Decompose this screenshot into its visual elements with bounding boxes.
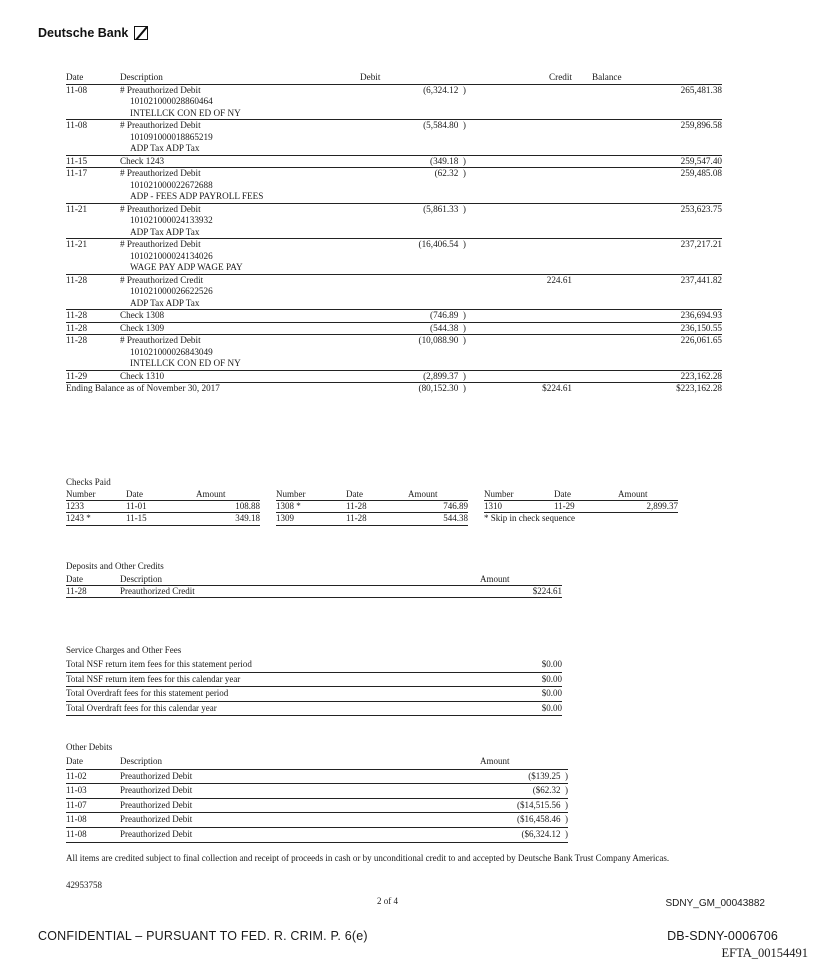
transaction-row [66,335,722,371]
transaction-date: 11-15 [66,155,120,168]
other-debit-date: 11-08 [66,827,120,842]
other-debits-header-amount: Amount [480,755,568,769]
check-number: 1243 * [66,513,126,525]
transaction-date: 11-28 [66,310,120,323]
other-debit-date: 11-07 [66,798,120,813]
check-date: 11-01 [126,501,196,513]
transaction-credit [466,168,592,204]
checks-header-number: Number [66,489,126,501]
check-number: 1308 * [276,501,346,513]
transaction-credit [466,120,592,156]
transaction-date: 11-29 [66,370,120,383]
other-debit-description: Preauthorized Debit [120,827,480,842]
transaction-payee: INTELLCK CON ED OF NY [130,107,241,118]
transaction-payee: ADP - FEES ADP PAYROLL FEES [130,191,264,201]
deposit-date: 11-28 [66,586,120,598]
transaction-balance: 259,485.08 [592,168,722,204]
transaction-description: # Preauthorized Debit [120,120,201,130]
ending-balance-row [66,383,722,395]
other-debit-amount: ($6,324.12 ) [480,827,568,842]
transaction-credit [466,84,592,120]
check-row [276,501,468,513]
col-credit: Credit [466,72,592,84]
col-date: Date [66,72,120,84]
transaction-date: 11-17 [66,168,120,204]
transaction-payee: WAGE PAY ADP WAGE PAY [130,262,243,272]
other-debit-row [66,798,568,813]
transaction-debit: (5,861.33 ) [360,203,466,239]
other-debit-date: 11-08 [66,813,120,828]
transaction-balance: 237,217.21 [592,239,722,275]
ending-debit-total: (80,152.30 ) [418,383,466,393]
bank-name: Deutsche Bank [38,26,129,40]
checks-header-date: Date [554,489,618,501]
other-debit-amount: ($139.25 ) [480,769,568,784]
transaction-date: 11-08 [66,120,120,156]
deposit-amount: $224.61 [480,586,562,598]
check-amount: 544.38 [408,513,468,525]
transaction-debit: (5,584.80 ) [360,120,466,156]
other-debits-table [66,755,568,843]
check-date: 11-28 [346,501,408,513]
other-debit-amount: ($16,458.46 ) [480,813,568,828]
transaction-description: Check 1309 [120,322,165,333]
ending-credit-total: $224.61 [542,383,572,393]
transaction-row [66,274,722,310]
transaction-description: # Preauthorized Debit [120,335,201,345]
transaction-payee: ADP Tax ADP Tax [130,297,200,308]
check-number: 1233 [66,501,126,513]
other-debit-date: 11-03 [66,784,120,799]
transaction-debit [360,274,466,310]
transaction-row [66,168,722,204]
fee-amount: $0.00 [486,658,562,672]
confidential-notice: CONFIDENTIAL – PURSUANT TO FED. R. CRIM. P. 6(e) [38,929,368,943]
checks-header-date: Date [126,489,196,501]
col-balance: Balance [592,72,722,84]
other-debit-row [66,784,568,799]
transaction-date: 11-28 [66,335,120,371]
transaction-balance: 259,896.58 [592,120,722,156]
other-debit-row [66,769,568,784]
checks-col-3 [484,489,678,525]
transaction-date: 11-21 [66,203,120,239]
deutsche-bank-slash-icon [134,26,148,40]
other-debit-description: Preauthorized Debit [120,813,480,828]
transaction-debit: (349.18 ) [360,155,466,168]
transaction-balance: 237,441.82 [592,274,722,310]
deposits-header-amount: Amount [480,574,562,586]
transaction-credit [466,322,592,335]
transaction-balance: 236,694.93 [592,310,722,323]
deposits-header-description: Description [120,574,480,586]
transaction-row [66,203,722,239]
transaction-reference: 101021000024133932 [130,215,213,225]
transaction-debit: (62.32 ) [360,168,466,204]
fee-row [66,687,562,702]
fee-amount: $0.00 [486,701,562,716]
other-debits-title: Other Debits [66,742,113,752]
transaction-date: 11-28 [66,322,120,335]
page-number: 2 of 4 [377,896,398,906]
check-row [484,501,678,513]
checks-paid-grid [66,489,680,535]
transaction-payee: ADP Tax ADP Tax [130,143,200,153]
fee-amount: $0.00 [486,672,562,687]
fee-row [66,701,562,716]
check-amount: 349.18 [196,513,260,525]
checks-header-number: Number [276,489,346,501]
transaction-reference: 101091000018865219 [130,131,213,142]
transactions-header-row [66,72,722,84]
transaction-row [66,155,722,168]
transaction-row [66,322,722,335]
check-number: 1310 [484,501,554,513]
deposits-title: Deposits and Other Credits [66,561,164,571]
transaction-reference: 101021000022672688 [130,179,213,190]
deposit-row [66,586,562,598]
other-debit-description: Preauthorized Debit [120,784,480,799]
transaction-row [66,310,722,323]
transaction-date: 11-28 [66,274,120,310]
transaction-description: Check 1310 [120,370,165,381]
transactions-body [66,84,722,395]
fee-label: Total Overdraft fees for this statement period [66,687,486,702]
other-debit-row [66,827,568,842]
transaction-credit [466,370,592,383]
transaction-debit: (746.89 ) [360,310,466,323]
transaction-balance: 236,150.55 [592,322,722,335]
fee-label: Total NSF return item fees for this calendar year [66,672,486,687]
check-amount: 2,899.37 [618,501,678,513]
check-amount: 108.88 [196,501,260,513]
checks-header-number: Number [484,489,554,501]
fee-row [66,658,562,672]
fees-title: Service Charges and Other Fees [66,645,182,655]
transaction-credit [466,310,592,323]
check-amount: 746.89 [408,501,468,513]
transaction-description: Check 1308 [120,310,165,320]
fee-amount: $0.00 [486,687,562,702]
ending-balance-label: Ending Balance as of November 30, 2017 [66,383,220,393]
disclaimer: All items are credited subject to final collection and receipt of proceeds in cash or by unconditional credit to and accepted by Deutsche Bank Trust Company Americas. [66,853,670,863]
transaction-row [66,239,722,275]
transaction-debit: (16,406.54 ) [360,239,466,275]
transaction-row [66,84,722,120]
deposit-description: Preauthorized Credit [120,586,480,598]
other-debit-description: Preauthorized Debit [120,798,480,813]
col-debit: Debit [360,72,466,84]
other-debit-description: Preauthorized Debit [120,769,480,784]
transaction-description: # Preauthorized Credit [120,274,204,285]
transaction-credit [466,239,592,275]
bates-gm: SDNY_GM_00043882 [665,898,765,909]
checks-header-amount: Amount [618,489,678,501]
transaction-description: # Preauthorized Debit [120,168,201,178]
transaction-row [66,120,722,156]
checks-col-2 [276,489,468,526]
checks-col-1 [66,489,260,526]
transaction-description: Check 1243 [120,155,165,166]
check-note-row [484,513,678,525]
other-debit-amount: ($62.32 ) [480,784,568,799]
other-debits-header-description: Description [120,755,480,769]
deposits-header-date: Date [66,574,120,586]
transaction-balance: 265,481.38 [592,84,722,120]
fee-label: Total NSF return item fees for this statement period [66,658,486,672]
check-row [276,513,468,525]
fees-table [66,658,562,716]
transaction-debit: (6,324.12 ) [360,84,466,120]
check-number: 1309 [276,513,346,525]
transaction-debit: (10,088.90 ) [360,335,466,371]
checks-header-date: Date [346,489,408,501]
check-date: 11-29 [554,501,618,513]
checks-header-amount: Amount [196,489,260,501]
transaction-reference: 101021000028860464 [130,96,213,106]
other-debit-date: 11-02 [66,769,120,784]
efta-number: EFTA_00154491 [721,946,808,960]
check-row [66,501,260,513]
account-reference: 42953758 [66,880,102,890]
bates-db: DB-SDNY-0006706 [667,929,778,943]
check-row [66,513,260,525]
other-debit-amount: ($14,515.56 ) [480,798,568,813]
transaction-credit [466,155,592,168]
bank-logo [38,26,148,40]
transaction-date: 11-21 [66,239,120,275]
transactions-table [66,72,722,395]
check-date: 11-28 [346,513,408,525]
checks-paid-title: Checks Paid [66,477,111,487]
fee-row [66,672,562,687]
transaction-description: # Preauthorized Debit [120,239,201,249]
transaction-description: # Preauthorized Debit [120,84,201,95]
transaction-balance: 259,547.40 [592,155,722,168]
checks-header-amount: Amount [408,489,468,501]
transaction-balance: 253,623.75 [592,203,722,239]
transaction-credit: 224.61 [466,274,592,310]
check-date: 11-15 [126,513,196,525]
ending-balance-value: $223,162.28 [676,383,722,393]
transaction-row [66,370,722,383]
transaction-credit [466,335,592,371]
other-debits-header-date: Date [66,755,120,769]
transaction-debit: (544.38 ) [360,322,466,335]
transaction-reference: 101021000026843049 [130,346,213,357]
transaction-payee: ADP Tax ADP Tax [130,226,200,237]
col-description: Description [120,72,360,84]
transaction-balance: 223,162.28 [592,370,722,383]
transaction-debit: (2,899.37 ) [360,370,466,383]
transaction-date: 11-08 [66,84,120,120]
transaction-payee: INTELLCK CON ED OF NY [130,358,241,368]
transaction-reference: 101021000026622526 [130,286,213,296]
fee-label: Total Overdraft fees for this calendar year [66,701,486,716]
transaction-balance: 226,061.65 [592,335,722,371]
check-sequence-note: * Skip in check sequence [484,513,575,524]
transaction-reference: 101021000024134026 [130,250,213,261]
transaction-credit [466,203,592,239]
deposits-table [66,574,562,598]
other-debit-row [66,813,568,828]
transaction-description: # Preauthorized Debit [120,203,201,214]
